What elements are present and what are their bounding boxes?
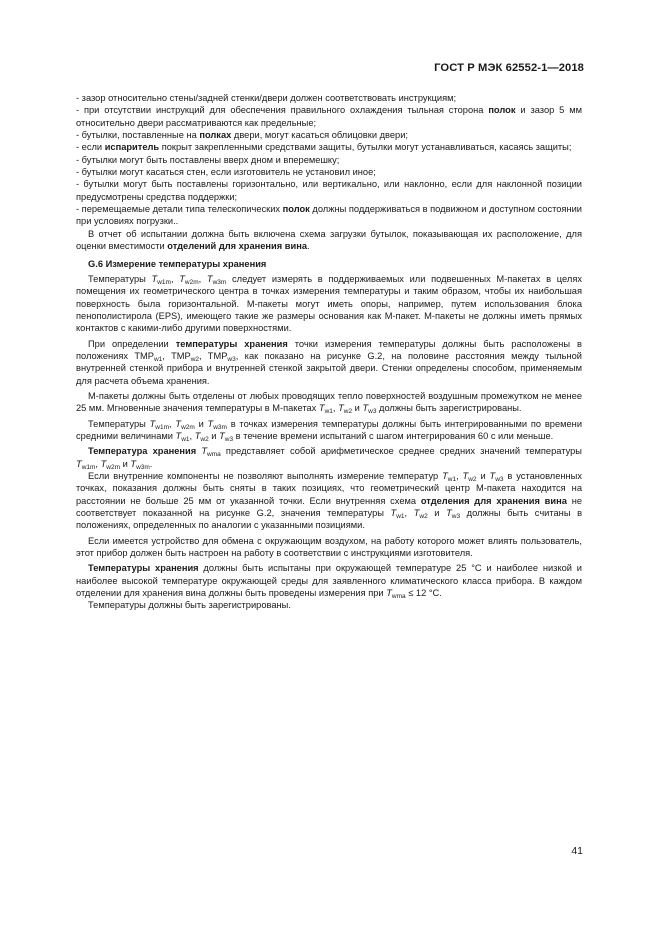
document-body [76,92,582,612]
paragraph-storage-temperature: Температура хранения $T_{wma}$ представляет собой арифметическое среднее средних значений температуры $T_{w1m}$, $T_{w2m}$ и $T_{w3m}$. [76,446,582,471]
standard-header: ГОСТ Р МЭК 62552-1—2018 [434,62,584,74]
bullet-item: - зазор относительно стены/задней стенки/двери должен соответствовать инструкциям; [76,93,457,103]
bullet-item: - если испаритель покрыт закрепленными средствами защиты, бутылки могут устанавливаться, касаясь защиты; [76,142,572,153]
paragraph-test-conditions: Температуры хранения должны быть испытаны при окружающей температуре 25 °С и наиболее низкой и наиболее высокой температуре окружающей среды для заявленного климатического класса прибора. В каждом отделении для хранения вина должны быть проведены измерения при $T_{wma} \le 12$ °С. [76,563,582,601]
paragraph-internal-components: Если внутренние компоненты не позволяют выполнять измерение температур $T_{w1}$, $T_{w2}$ и $T_{w3}$ в установленных точках, показания должны быть сняты в таких позициях, что геометрический центр М-пакета находится на расстоянии не больше 25 мм от указанной точки. Если внутренняя схема отделения для хранения вина не соответствует показанной на рисунке G.2, значения температуры $T_{w1}$, $T_{w2}$ и $T_{w3}$ должны быть считаны в положениях, определенных по аналогии с указанными позициями. [76,470,583,531]
bullet-item: - бутылки могут быть поставлены вверх дном и вперемешку; [76,154,340,165]
report-paragraph: В отчет об испытании должна быть включена схема загрузки бутылок, показывающая их расположение, для оценки вместимости отделений для хранения вина. [76,228,582,252]
paragraph-gap: М-пакеты должны быть отделены от любых проводящих тепло поверхностей воздушным промежутком не менее 25 мм. Мгновенные значения температуры в М-пакетах $T_{w1}$, $T_{w2}$ и $T_{w3}$ должны быть зарегистрированы. [76,390,582,416]
paragraph-measurement: Температуры $T_{w1m}$, $T_{w2m}$, $T_{w3m}$ следует измерять в поддерживаемых или подвешенных М-пакетах в целях помещения их геометрического центра в точках измерения температуры и таким образом, чтобы их наибольшая поверхность была горизонтальной. М-пакеты могут иметь опоры, например, путем использования блока пенополистирола (EPS), имеющего такие же размеры основания как М-пакет. М-пакеты не должны иметь прямых контактов с какими-либо другими поверхностями. [76,273,582,334]
page-number: 41 [571,845,583,857]
paragraph-integration: Температуры $T_{w1m}$, $T_{w2m}$ и $T_{w3m}$ в точках измерения температуры должны быть интегрированными по времени средними величинами $T_{w1}$, $T_{w2}$ и $T_{w3}$ в течение времени испытаний с шагом интегрирования 60 с или меньше. [76,418,583,443]
section-heading: G.6 Измерение температуры хранения [88,259,267,270]
bullet-item: - бутылки могут быть поставлены горизонтально, или вертикально, или наклонно, если для наклонной позиции предусмотрены средства поддержки; [76,179,582,202]
paragraph-air-exchange: Если имеется устройство для обмена с окружающим воздухом, на работу которого может влиять пользователь, этот прибор должен быть настроен на работу в соответствии с инструкциями изготовителя. [76,535,582,559]
paragraph-recording: Температуры должны быть зарегистрированы. [88,600,291,611]
bullet-item: - перемещаемые детали типа телескопических полок должны поддерживаться в подвижном и доступном состоянии при условиях погрузки.. [76,204,582,227]
paragraph-positions: При определении температуры хранения точки измерения температуры должны быть расположены в положениях $TMP_{w1}$, $TMP_{w2}$, $TMP_{w3}$, как показано на рисунке G.2, на половине расстояния между тыльной внутренней стенкой прибора и внутренней стенкой закрытой двери. Стенки определены способом, применяемым для расчета объема хранения. [76,338,582,386]
bullet-item: - при отсутствии инструкций для обеспечения правильного охлаждения тыльная сторона полок и зазор 5 мм относительно двери рассматриваются как предельные; [76,105,583,128]
bullet-item: - бутылки, поставленные на полках двери, могут касаться облицовки двери; [76,130,408,141]
bullet-item: - бутылки могут касаться стен, если изготовитель не установил иное; [76,167,376,178]
